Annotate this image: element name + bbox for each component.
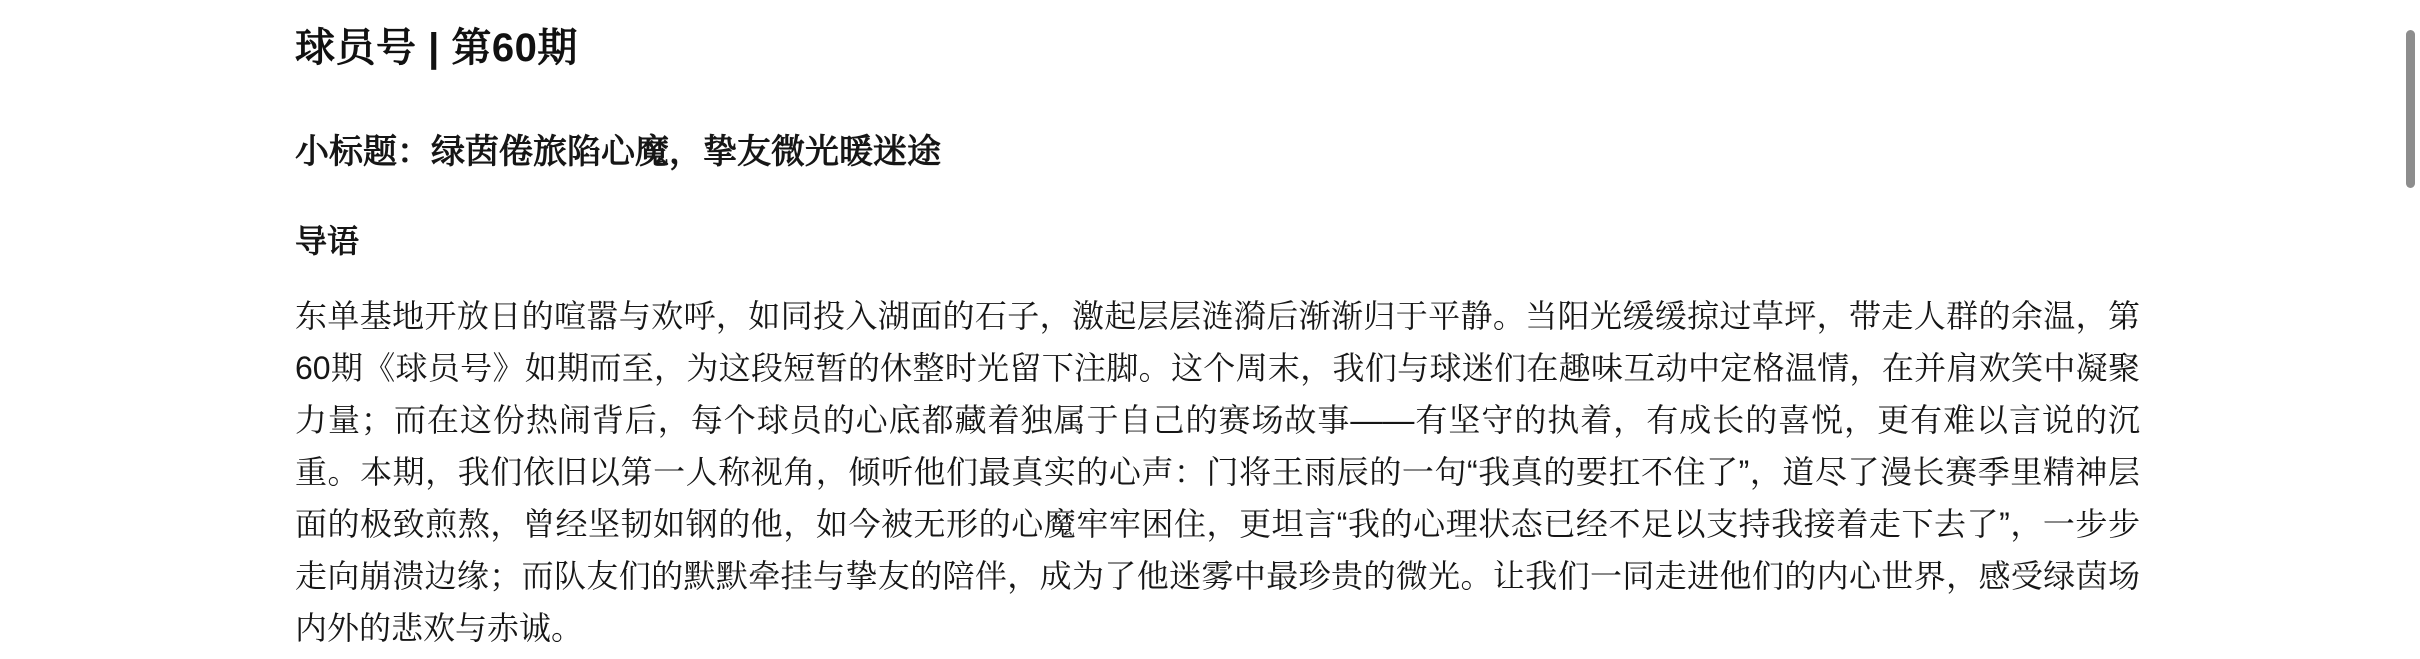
scrollbar-thumb[interactable] [2406,30,2415,188]
article [295,0,2140,654]
article-subtitle: 小标题：绿茵倦旅陷心魔，挚友微光暖迷途 [295,133,941,171]
page-title: 球员号 | 第60期 [295,26,578,70]
intro-paragraph: 东单基地开放日的喧嚣与欢呼，如同投入湖面的石子，激起层层涟漪后渐渐归于平静。当阳光缓缓掠过草坪，带走人群的余温，第60期《球员号》如期而至，为这段短暂的休整时光留下注脚。这个周末，我们与球迷们在趣味互动中定格温情，在并肩欢笑中凝聚力量；而在这份热闹背后，每个球员的心底都藏着独属于自己的赛场故事——有坚守的执着，有成长的喜悦，更有难以言说的沉重。本期，我们依旧以第一人称视角，倾听他们最真实的心声：门将王雨辰的一句“我真的要扛不住了”，道尽了漫长赛季里精神层面的极致煎熬，曾经坚韧如钢的他，如今被无形的心魔牢牢困住，更坦言“我的心理状态已经不足以支持我接着走下去了”，一步步走向崩溃边缘；而队友们的默默牵挂与挚友的陪伴，成为了他迷雾中最珍贵的微光。让我们一同走进他们的内心世界，感受绿茵场内外的悲欢与赤诚。 [295,298,2140,646]
section-heading-intro: 导语 [295,223,360,259]
scrollbar-track[interactable] [2400,0,2420,659]
